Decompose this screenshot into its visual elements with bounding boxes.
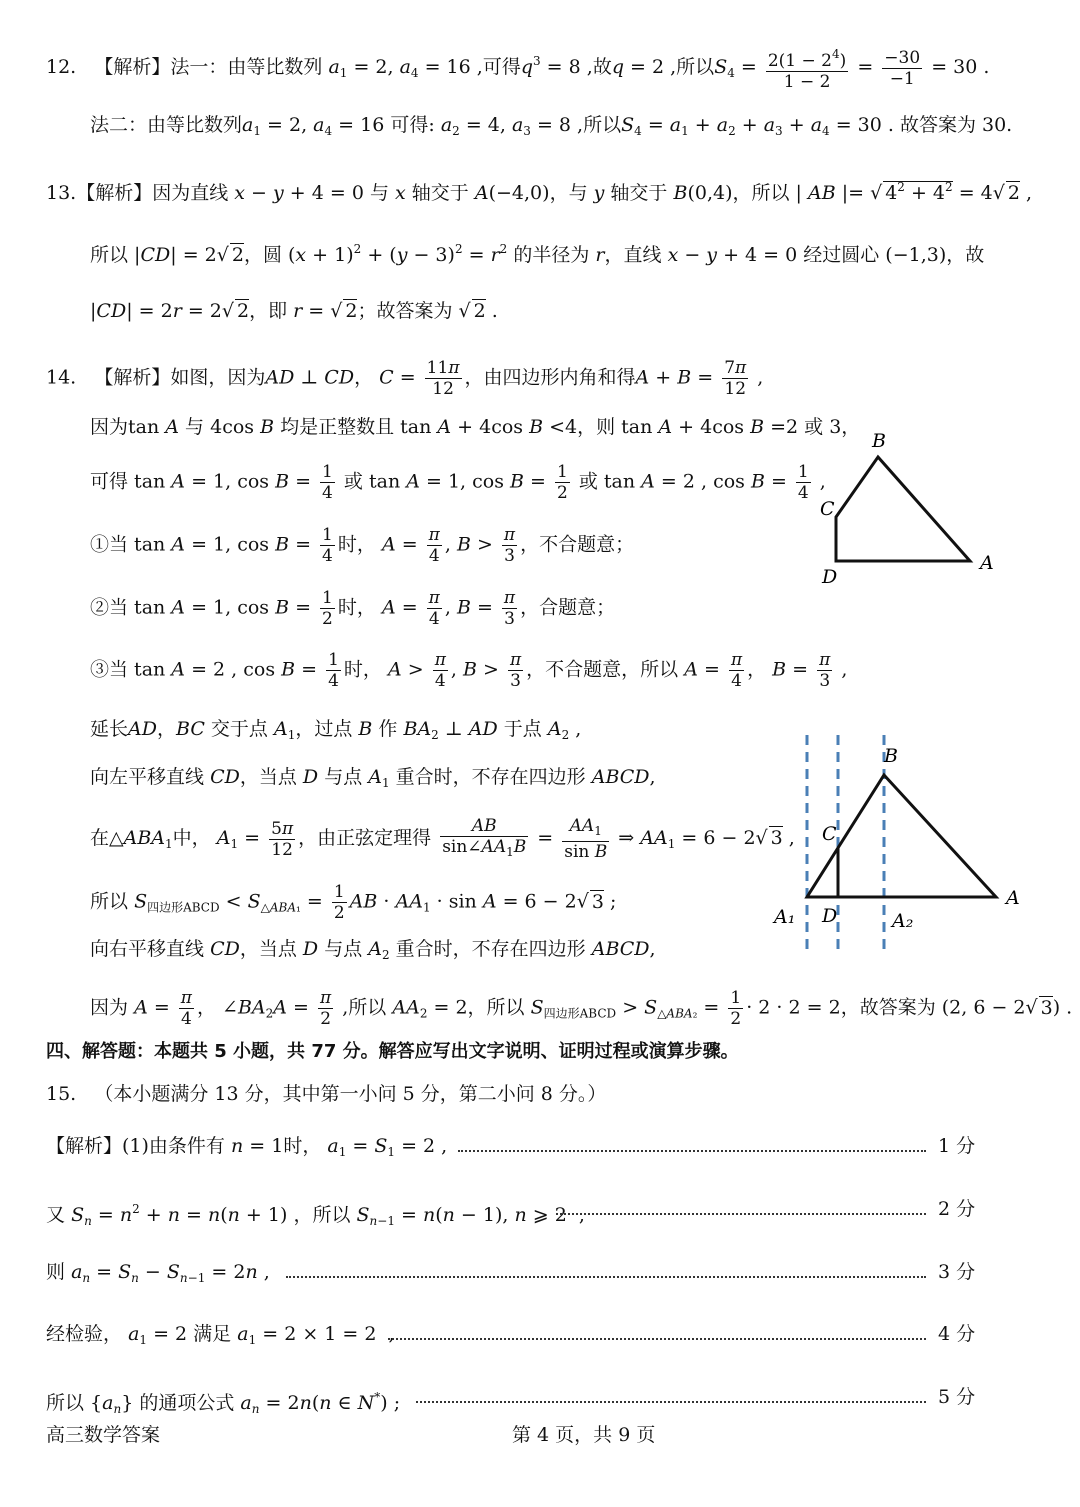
fraction: $\frac{\pi}{4}$	[180, 988, 192, 1029]
analysis-tag: 【解析】	[76, 182, 153, 204]
dotted-leader	[388, 1338, 926, 1340]
fraction: $\frac{\pi}{4}$	[434, 650, 446, 691]
fraction: $\frac{\pi}{3}$	[819, 650, 831, 691]
q15-step1: 【解析】(1)由条件有 n = 1时， $a_1 = S_1 = 2$ ,	[46, 1135, 448, 1159]
vertex-label-d: D	[822, 905, 838, 927]
dotted-leader	[286, 1276, 926, 1278]
fraction: $\frac{1}{2}$	[730, 988, 742, 1029]
score-3: 3 分	[938, 1261, 976, 1283]
q14-line3: 可得 tan A = 1, cos B = $\frac{1}{4}$ 或 tan A = 1, cos B = $\frac{1}{2}$ 或 tan A = 2 , cos B = $\frac{1}{4}$ ,	[90, 462, 826, 503]
q12-line1: 12. 【解析】法一：由等比数列 $a_1 = 2$, $a_4 = 16$ ,可得$q^3 = 8$ ,故q = 2 ,所以$S_4$ = $\frac{2(1 - 2^4)}{1 - 2}$ = $\frac{-30}{-1}$ = 30 .	[46, 44, 989, 92]
q13-line2: 所以 |CD| = 2√ 2，圆 $(x + 1)^2 + (y - 3)^2 = r^2$ 的半径为 r，直线 x − y + 4 = 0 经过圆心 (−1,3)，故	[90, 242, 985, 266]
fraction: $\frac{1}{4}$	[797, 462, 809, 503]
vertex-label-a: A	[1006, 887, 1020, 909]
vertex-label-d: D	[822, 566, 838, 588]
dotted-leader	[458, 1150, 926, 1152]
q12-number: 12.	[46, 56, 77, 78]
q13-line3: |CD| = 2r = 2√ 2，即 r = √ 2；故答案为 √ 2 .	[90, 300, 498, 322]
figure-translation	[770, 730, 1030, 960]
q14-line12: 因为 A = $\frac{\pi}{4}$ ， $\angle BA_2A$ = $\frac{\pi}{2}$ ,所以 $AA_2 = 2$，所以 $S_{四边形ABCD} > S_{\triangle ABA_2}$ = $\frac{1}{2}$ · 2 · 2 = 2，故答案为 (2, 6 − 2√ 3) .	[90, 988, 1073, 1029]
vertex-label-b: B	[872, 430, 886, 452]
fraction: $\frac{1}{4}$	[328, 650, 339, 691]
dotted-leader	[556, 1213, 926, 1215]
fraction: $\frac{\pi}{3}$	[503, 525, 516, 566]
fraction: $\frac{\pi}{3}$	[503, 588, 516, 629]
q13-line1: 13.【解析】因为直线 x − y + 4 = 0 与 x 轴交于 A(−4,0)，与 y 轴交于 B(0,4)，所以 | AB |= √ $4^2 + 4^2 = 4√$ 2 ,	[46, 180, 1033, 204]
q14-number: 14.	[46, 366, 77, 389]
score-1: 1 分	[938, 1135, 976, 1157]
q14-line7: 延长AD，BC 交于点 $A_1$，过点 B 作 $BA_2$ ⊥ AD 于点 $A_2$ ,	[90, 718, 582, 742]
q15-step4: 经检验， $a_1 = 2$ 满足 $a_1 = 2 \times 1 = 2$ ,	[46, 1323, 395, 1347]
score-5: 5 分	[938, 1386, 976, 1408]
analysis-tag: 【解析】	[94, 56, 171, 78]
q14-line11: 向右平移直线 CD，当点 D 与点 $A_2$ 重合时，不存在四边形 ABCD,	[90, 938, 656, 962]
analysis-tag: 【解析】	[94, 366, 171, 389]
score-4: 4 分	[938, 1323, 976, 1345]
footer-page-number: 第 4 页，共 9 页	[512, 1424, 656, 1446]
fraction: $\frac{2(1 - 2^4)}{1 - 2}$	[766, 44, 848, 92]
fraction: $\frac{1}{2}$	[333, 882, 345, 923]
q13-number: 13.	[46, 182, 77, 204]
fraction: $\frac{\pi}{3}$	[509, 650, 522, 691]
fraction: $\frac{1}{2}$	[556, 462, 568, 503]
vertex-label-a2: A₂	[892, 910, 914, 932]
q14-case3: ③当 tan A = 2 , cos B = $\frac{1}{4}$ 时， A > $\frac{\pi}{4}$ , B > $\frac{\pi}{3}$ ，不合题意，所以 A = $\frac{\pi}{4}$ ， B = $\frac{\pi}{3}$ ,	[90, 650, 848, 691]
q14-case2: ②当 tan A = 1, cos B = $\frac{1}{2}$ 时， A = $\frac{\pi}{4}$ , B = $\frac{\pi}{3}$ ，合题意；	[90, 588, 616, 629]
fraction: $\frac{\pi}{4}$	[730, 650, 743, 691]
fraction: $\frac{11\pi}{12}$	[426, 358, 460, 399]
dotted-leader	[416, 1401, 926, 1403]
q15-intro: 15. （本小题满分 13 分，其中第一小问 5 分，第二小问 8 分。）	[46, 1083, 607, 1105]
fraction: $\frac{5\pi}{12}$	[271, 818, 294, 860]
fraction: $\frac{1}{4}$	[322, 462, 333, 503]
q15-number: 15.	[46, 1083, 77, 1105]
vertex-label-c: C	[822, 823, 837, 845]
q12-line2: 法二：由等比数列$a_1 = 2$, $a_4 = 16$ 可得: $a_2 = 4$, $a_3 = 8$ ,所以$S_4 = a_1 + a_2 + a_3 + a_4 = 30$ . 故答案为 30.	[90, 114, 1013, 138]
figure-quadrilateral	[810, 425, 1010, 590]
q14-case1: ①当 tan A = 1, cos B = $\frac{1}{4}$ 时， A = $\frac{\pi}{4}$ , B > $\frac{\pi}{3}$ ，不合题意；	[90, 525, 635, 566]
score-2: 2 分	[938, 1198, 976, 1220]
vertex-label-a: A	[980, 552, 994, 574]
fraction: $\frac{1}{4}$	[322, 525, 333, 566]
q14-line2: 因为tan A 与 4cos B 均是正整数且 tan A + 4cos B <4，则 tan A + 4cos B =2 或 3，	[90, 416, 861, 438]
q14-line9: 在$\triangle ABA_1$中， $A_1$ = $\frac{5\pi}{12}$ ，由正弦定理得 $\frac{AB}{\sin\angle AA_1B}$ = $\frac{AA_1}{\text{sin B}}$ ⇒ $AA_1 = 6 - 2√$ 3 ,	[90, 816, 795, 862]
q15-step2: 又 $S_n = n^2 + n = n(n + 1)$ ，所以 $S_{n-1} = n(n - 1)$, n ⩾ 2 ,	[46, 1202, 585, 1228]
vertex-label-c: C	[820, 498, 835, 520]
fraction: $\frac{\pi}{4}$	[428, 588, 440, 629]
vertex-label-a1: A₁	[774, 906, 796, 928]
q14-line8: 向左平移直线 CD，当点 D 与点 $A_1$ 重合时，不存在四边形 ABCD,	[90, 766, 656, 790]
q15-step5: 所以 $\{a_n\}$ 的通项公式 $a_n = 2n(n$ ∈ N*) ;	[46, 1390, 401, 1416]
fraction: $\frac{-30}{-1}$	[884, 47, 921, 89]
q15-step3: 则 $a_n = S_n - S_{n-1} = 2n$ ,	[46, 1261, 270, 1285]
q14-line1: 14. 【解析】如图，因为AD ⊥ CD， C = $\frac{11\pi}{12}$ ，由四边形内角和得A + B = $\frac{7\pi}{12}$ ,	[46, 358, 764, 399]
fraction: $\frac{\pi}{4}$	[428, 525, 440, 566]
footer-left: 高三数学答案	[46, 1424, 161, 1446]
section-heading: 四、解答题：本题共 5 小题，共 77 分。解答应写出文字说明、证明过程或演算步骤。	[46, 1041, 739, 1062]
vertex-label-b: B	[884, 745, 898, 767]
analysis-tag: 【解析】	[46, 1135, 123, 1157]
fraction: $\frac{AA_1}{\text{sin B}}$	[564, 816, 608, 862]
fraction: $\frac{AB}{\sin\angle AA_1B}$	[442, 816, 527, 859]
quadrilateral-shape	[836, 457, 970, 561]
fraction: $\frac{1}{2}$	[322, 588, 333, 629]
fraction: $\frac{7\pi}{12}$	[724, 358, 747, 399]
fraction: $\frac{\pi}{2}$	[320, 988, 332, 1029]
q14-line10: 所以 $S_{四边形ABCD} < S_{\triangle ABA_1}$ = $\frac{1}{2}$ AB · $AA_1 \cdot \sin A = 6 - 2√$ 3 ;	[90, 882, 617, 923]
